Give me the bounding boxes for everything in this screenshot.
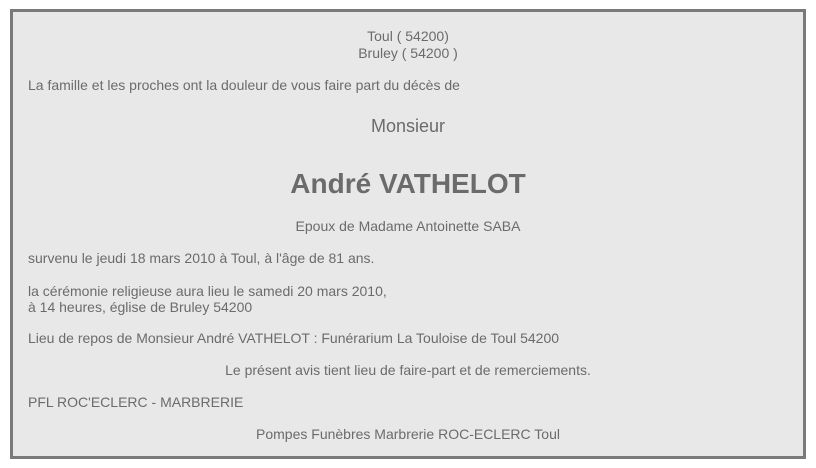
location-bruley: Bruley ( 54200 ): [358, 45, 458, 61]
obituary-notice: [10, 9, 806, 459]
deceased-name: André VATHELOT: [290, 168, 526, 199]
provider-full-name: Pompes Funèbres Marbrerie ROC-ECLERC Toul: [256, 426, 560, 442]
rest-place-text: Lieu de repos de Monsieur André VATHELOT : Funérarium La Touloise de Toul 54200: [28, 330, 560, 346]
honorific: Monsieur: [370, 116, 446, 136]
spouse-text: Epoux de Madame Antoinette SABA: [295, 218, 521, 234]
ceremony-line-2: à 14 heures, église de Bruley 54200: [28, 299, 253, 315]
intro-text: La famille et les proches ont la douleur de vous faire part du décès de: [28, 77, 460, 93]
ceremony-line-1: la cérémonie religieuse aura lieu le samedi 20 mars 2010,: [28, 283, 387, 299]
provider-name: PFL ROC'ECLERC - MARBRERIE: [28, 394, 244, 410]
notice-text: Le présent avis tient lieu de faire-part et de remerciements.: [225, 362, 591, 378]
location-toul: Toul ( 54200): [367, 28, 449, 44]
death-text: survenu le jeudi 18 mars 2010 à Toul, à l'âge de 81 ans.: [28, 250, 375, 266]
